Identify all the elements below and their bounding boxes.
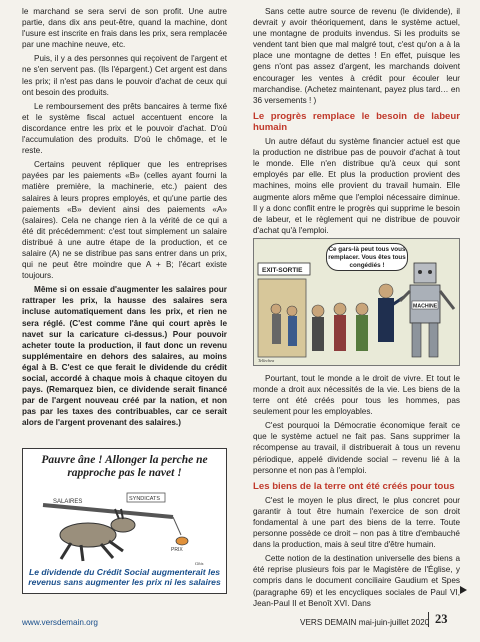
paragraph-bold: Même si on essaie d'augmenter les salaires pour rattraper les prix, la hausse des salaires sera incluse automatiquement dans les prix, et rien ne sera réglé. (C'est comme l'âne qui court après le navet sur la caricature ci-dessus.) Pour pouvoir acheter toute la production, il faut donc un revenu supplémentaire en dehors des salaires, au moins égal à B. C'est ce que ferait le dividende du crédit social, accordé à chaque mois à chaque citoyen du pays. (Remarquez bien, ce dividende serait financé par de l'argent nouveau créé par la nation, et non pas par les taxes des contribuables, car ce serait alors de l'argent provenant des salaires.) xyxy=(22,285,227,428)
salaires-pole xyxy=(43,505,173,517)
svg-text:Ghis: Ghis xyxy=(195,561,204,566)
paragraph: Le remboursement des prêts bancaires à terme fixé et le système fiscal actuel accentuent encore la discordance entre les prix et le pouvoir d'achat. D'où l'accumulation des produits. D'où le chômage, et le reste. xyxy=(22,101,227,156)
speech-bubble: Ce gars-là peut tous vous remplacer. Vous êtes tous congédiés ! xyxy=(326,243,408,271)
paragraph: le marchand se sera servi de son profit. Une autre partie, dans dix ans peut-être, quand la machine, dont l'usure est inscrite en frais dans les prix, sera remplacée par une machine neuve, etc. xyxy=(22,7,227,50)
cartoon-caption: Le dividende du Crédit Social augmenterait les revenus sans augmenter les prix ni les salaires xyxy=(28,566,221,588)
paragraph: C'est le moyen le plus direct, le plus concret pour garantir à tout être humain l'exercice de son droit fondamental à une part des biens de la terre. Toute personne possède ce droit – non pas à titre d'embauché dans la production, mais à seul titre d'être humain. xyxy=(253,495,460,550)
paragraph: C'est pourquoi la Démocratie économique ferait ce que le système actuel ne fait pas. Sans supprimer la récompense au travail, il distribuerait à tous un revenu périodique, appelé dividende social – revenu lié à la personne et non pas à l'emploi. xyxy=(253,421,460,475)
svg-text:Tellechea: Tellechea xyxy=(258,358,275,363)
donkey-illustration xyxy=(23,483,225,569)
footer-issue: VERS DEMAIN mai-juin-juillet 2020 xyxy=(300,618,430,627)
section-heading: Les biens de la terre ont été créés pour tous xyxy=(253,480,455,492)
paragraph: Puis, il y a des personnes qui reçoivent de l'argent et ne s'en servent pas. (Ils l'épargent.) Cet argent est dans les prix; il n'est pas dans le pouvoir d'achat de ceux qui ont besoin des produits. xyxy=(22,54,227,97)
continue-arrow-icon xyxy=(460,586,467,594)
cartoon-title: Pauvre âne ! Allonger la perche ne rapproche pas le navet ! xyxy=(41,454,208,479)
exit-sign: EXIT-SORTIE xyxy=(262,267,303,274)
robot-head xyxy=(414,263,436,283)
page-number: 23 xyxy=(428,612,448,627)
paragraph: Cette notion de la destination universelle des biens a été reprise plusieurs fois par le Magistère de l'Église, y compris dans le document conciliaire Gaudium et Spes (paragraphe 69) et les encycliques sociales de Paul VI, Jean-Paul II et Benoît XVI. Dans xyxy=(253,554,460,608)
footer-website: www.versdemain.org xyxy=(22,618,98,627)
prix-label: PRIX xyxy=(171,547,183,553)
left-column xyxy=(22,6,227,431)
machine-label: MACHINE xyxy=(413,303,438,310)
syndicats-label: SYNDICATS xyxy=(129,496,161,502)
turnip xyxy=(176,537,188,545)
donkey-body xyxy=(60,523,116,547)
section-heading: Le progrès remplace le besoin de labeur humain xyxy=(253,110,460,133)
donkey-cartoon xyxy=(22,448,227,594)
robot-cartoon xyxy=(253,238,460,366)
paragraph: Sans cette autre source de revenu (le dividende), il devrait y avoir théoriquement, dans le système actuel, une montagne de produits invendus. Si les produits se vendent tant bien que mal malgré tout, c'est qu'on a à la place une montagne de dettes ! En effet, puisque les gens n'ont pas assez d'argent, les marchands doivent encourager les ventes à crédit pour écouler leur marchandise. (Achetez maintenant, payez plus tard… en 36 versements ! ) xyxy=(253,7,460,105)
paragraph: Pourtant, tout le monde a le droit de vivre. Et tout le monde a droit aux nécessités de la vie. Les biens de la terre ont été créés pour tous les hommes, pas seulement pour les employables. xyxy=(253,373,460,417)
salaires-label: SALAIRES xyxy=(53,499,83,505)
paragraph: Un autre défaut du système financier actuel est que la production ne distribue pas de pouvoir d'achat à tout le monde. Elle n'en distribue qu'à ceux qui sont employés par elle. Et plus la production provient des machines, moins elle provient du travail humain. Elle augmente alors même que l'emploi nécessaire diminue. Il y a donc conflit entre le progrès qui supprime le besoin de labeur, et le règlement qui ne distribue de pouvoir d'achat qu'à l'emploi. xyxy=(253,137,460,235)
donkey-head xyxy=(111,518,135,532)
paragraph: Certains peuvent répliquer que les entreprises payées par les paiements «B» (celles ayant fourni la matière première, la machinerie, etc.) paient des salaires à leurs propres employés, et qu'une partie des paiements «B» devient ainsi des paiements «A» (salaires). Cela ne change rien à la vérité de ce qui a été dit précédemment: c'est tout simplement un salaire distribué à une autre étape de la production, et ce salaire (A) ne se distribue pas sans entrer dans un prix, qui ne peut être moindre que A + B; l'écart existe toujours. xyxy=(22,160,227,281)
